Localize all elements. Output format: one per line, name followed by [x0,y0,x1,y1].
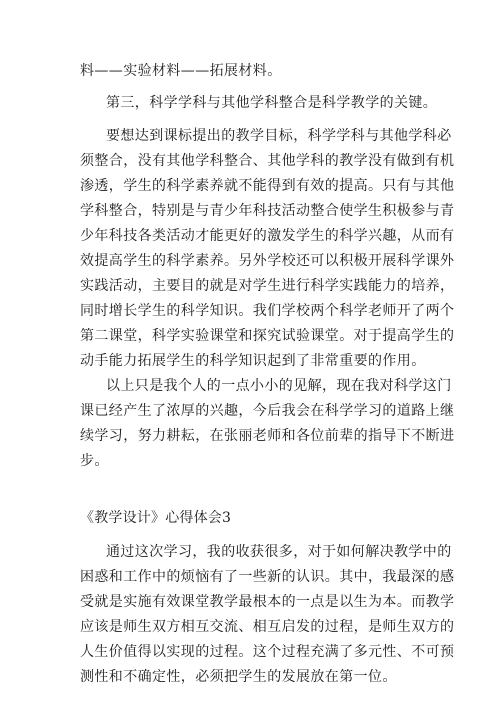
text-line: 须整合，没有其他学科整合、其他学科的教学没有做到有机 [80,153,455,169]
text-line: 受就是实施有效课堂教学最根本的一点是以生为本。而教学 [80,594,455,610]
text-line: 要想达到课标提出的教学目标，科学学科与其他学科必 [106,128,452,144]
text-line: 以上只是我个人的一点小小的见解，现在我对科学这门 [106,378,452,394]
text-line: 步。 [80,453,109,469]
text-line: 动手能力拓展学生的科学知识起到了非常重要的作用。 [80,353,426,369]
text-line: 学科整合，特别是与青少年科技活动整合使学生积极参与青 [80,203,455,219]
text-line: 应该是师生双方相互交流、相互启发的过程，是师生双方的 [80,619,455,635]
text-line: 课已经产生了浓厚的兴趣，今后我会在科学学习的道路上继 [80,403,455,419]
section-heading: 《教学设计》心得体会3 [80,510,232,526]
text-line: 通过这次学习，我的收获很多，对于如何解决教学中的 [106,544,452,560]
text-line: 第三，科学学科与其他学科整合是科学教学的关键。 [106,95,438,111]
text-line: 第二课堂，科学实验课堂和探究试验课堂。对于提高学生的 [80,328,455,344]
text-line: 少年科技各类活动才能更好的激发学生的科学兴趣，从而有 [80,228,455,244]
text-line: 续学习，努力耕耘，在张丽老师和各位前辈的指导下不断进 [80,428,455,444]
text-line: 困惑和工作中的烦恼有了一些新的认识。其中，我最深的感 [80,569,455,585]
text-line: 同时增长学生的科学知识。我们学校两个科学老师开了两个 [80,303,455,319]
text-line: 测性和不确定性，必须把学生的发展放在第一位。 [80,669,397,685]
text-line: 人生价值得以实现的过程。这个过程充满了多元性、不可预 [80,644,455,660]
text-line: 实践活动，主要目的就是对学生进行科学实践能力的培养， [80,278,455,294]
text-line: 料——实验材料——拓展材料。 [80,63,282,79]
text-line: 渗透，学生的科学素养就不能得到有效的提高。只有与其他 [80,178,455,194]
text-line: 效提高学生的科学素养。另外学校还可以积极开展科学课外 [80,253,455,269]
